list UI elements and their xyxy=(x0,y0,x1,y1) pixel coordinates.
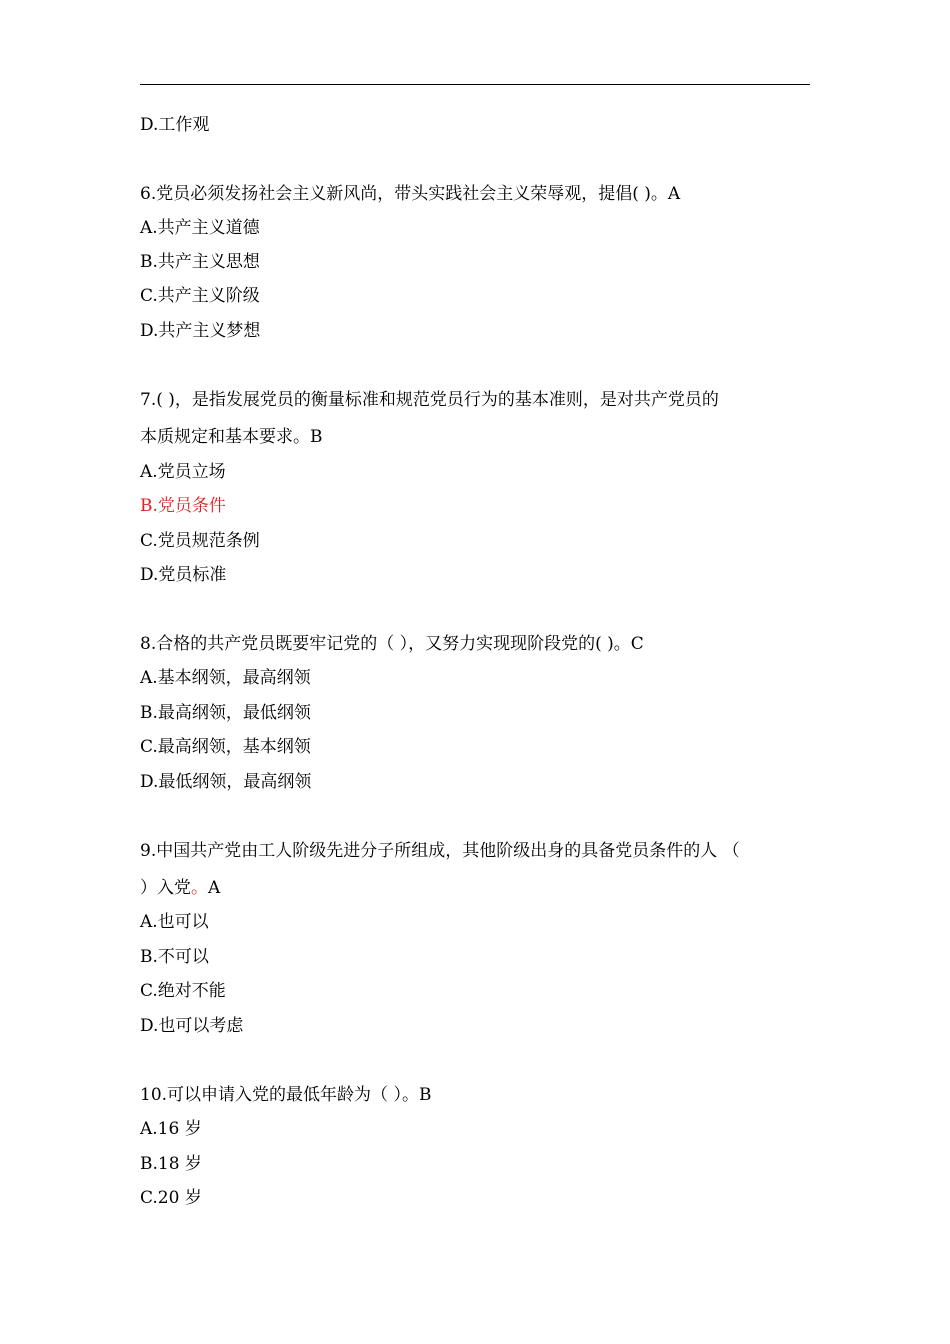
question-7-option-d: D.党员标准 xyxy=(140,565,227,585)
question-9-text-line1: 9.中国共产党由工人阶级先进分子所组成，其他阶级出身的具备党员条件的人 （ xyxy=(140,841,740,861)
question-10-option-c: C.20 岁 xyxy=(140,1188,202,1208)
continuation-option-d: D.工作观 xyxy=(140,115,210,135)
question-8-option-c: C.最高纲领，基本纲领 xyxy=(140,737,311,757)
document-page xyxy=(140,0,810,1344)
question-7-option-a: A.党员立场 xyxy=(140,462,226,482)
question-6-option-d: D.共产主义梦想 xyxy=(140,321,261,341)
question-6-option-b: B.共产主义思想 xyxy=(140,252,260,272)
question-9-option-d: D.也可以考虑 xyxy=(140,1016,244,1036)
question-6-option-a: A.共产主义道德 xyxy=(140,218,260,238)
question-9-option-a: A.也可以 xyxy=(140,912,209,932)
question-9-option-b: B.不可以 xyxy=(140,947,209,967)
question-10-option-b: B.18 岁 xyxy=(140,1154,202,1174)
question-8-option-d: D.最低纲领，最高纲领 xyxy=(140,772,312,792)
header-rule xyxy=(140,84,810,85)
question-9-option-c: C.绝对不能 xyxy=(140,981,226,1001)
question-6-text: 6.党员必须发扬社会主义新风尚，带头实践社会主义荣辱观，提倡( )。A xyxy=(140,184,681,204)
question-9-red-period: 。 xyxy=(191,878,208,898)
question-8-text: 8.合格的共产党员既要牢记党的（ ），又努力实现现阶段党的( )。C xyxy=(140,634,644,654)
question-9-text-line2 xyxy=(140,877,810,899)
question-8-option-b: B.最高纲领，最低纲领 xyxy=(140,703,311,723)
question-9-text-line2-main: ）入党 xyxy=(140,878,191,898)
question-7-text-line2: 本质规定和基本要求。B xyxy=(140,427,323,447)
question-10-option-a: A.16 岁 xyxy=(140,1119,202,1139)
question-9-answer: A xyxy=(208,878,221,898)
question-8-option-a: A.基本纲领，最高纲领 xyxy=(140,668,311,688)
question-7-option-b-highlighted: B.党员条件 xyxy=(140,496,226,516)
question-10-text: 10.可以申请入党的最低年龄为（ ）。B xyxy=(140,1085,432,1105)
question-7-text-line1: 7.( )，是指发展党员的衡量标准和规范党员行为的基本准则，是对共产党员的 xyxy=(140,390,719,410)
question-6-option-c: C.共产主义阶级 xyxy=(140,286,260,306)
question-7-option-c: C.党员规范条例 xyxy=(140,531,260,551)
